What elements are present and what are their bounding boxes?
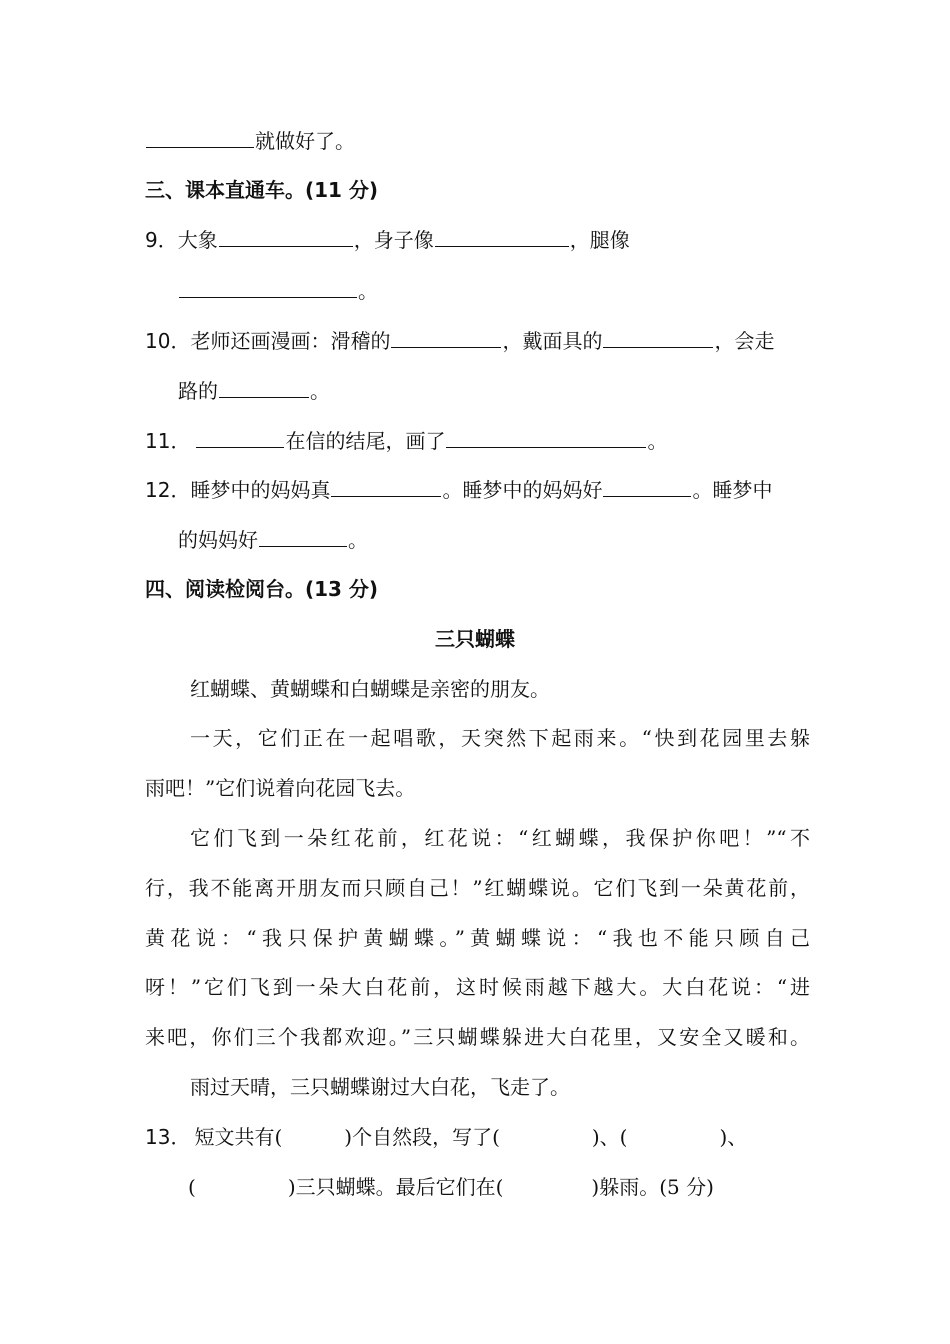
answer-blank[interactable]: [391, 325, 501, 348]
story-line: 行，我不能离开朋友而只顾自己！”红蝴蝶说。它们飞到一朵黄花前，: [145, 876, 810, 900]
text: )躲雨。(5 分): [591, 1175, 714, 1199]
text: 短文共有(: [194, 1125, 283, 1149]
question-number: 11．: [145, 429, 191, 453]
story-line: 黄花说：“我只保护黄蝴蝶。”黄蝴蝶说：“我也不能只顾自己: [145, 926, 810, 950]
text: 。: [647, 429, 668, 453]
text: 老师还画漫画：滑稽的: [190, 329, 391, 353]
answer-blank[interactable]: [219, 375, 309, 398]
answer-blank[interactable]: [446, 425, 646, 448]
answer-blank[interactable]: [146, 125, 254, 148]
answer-blank[interactable]: [331, 474, 441, 497]
text: )、: [719, 1125, 748, 1149]
answer-blank[interactable]: [219, 224, 353, 247]
story-line: 呀！”它们飞到一朵大白花前，这时候雨越下越大。大白花说：“进: [145, 975, 810, 999]
story-line: 来吧，你们三个我都欢迎。”三只蝴蝶躲进大白花里，又安全又暖和。: [145, 1025, 810, 1049]
text: 大象: [177, 228, 218, 252]
story-title: 三只蝴蝶: [435, 627, 515, 651]
answer-blank[interactable]: [259, 524, 347, 547]
answer-blank[interactable]: [435, 224, 569, 247]
text: 。: [348, 528, 368, 552]
question-11: [145, 425, 810, 455]
text: 。: [310, 379, 330, 403]
story-line: 它们飞到一朵红花前，红花说：“红蝴蝶，我保护你吧！”“不: [190, 826, 810, 850]
previous-question-tail: [145, 125, 810, 155]
section-3-heading: 三、课本直通车。(11 分): [145, 178, 379, 202]
text: ，戴面具的: [502, 329, 603, 353]
text: 就做好了。: [255, 129, 355, 153]
story-line: 一天，它们正在一起唱歌，天突然下起雨来。“快到花园里去躲: [190, 726, 810, 750]
question-13-cont: [188, 1172, 810, 1202]
text: )、(: [591, 1125, 628, 1149]
text: ，身子像: [353, 228, 434, 252]
question-12: [145, 474, 810, 504]
question-number: 10．: [145, 329, 191, 353]
question-12-cont: [178, 524, 810, 554]
story-line: 红蝴蝶、黄蝴蝶和白蝴蝶是亲密的朋友。: [190, 677, 550, 701]
question-number: 13．: [145, 1125, 191, 1149]
text: (: [188, 1175, 196, 1199]
section-4-heading: 四、阅读检阅台。(13 分): [145, 577, 379, 601]
text: 。: [358, 279, 378, 303]
text: )个自然段，写了(: [344, 1125, 500, 1149]
answer-blank[interactable]: [603, 325, 713, 348]
question-13: [145, 1122, 810, 1152]
question-number: 12．: [145, 478, 191, 502]
question-9-cont: [178, 275, 810, 305]
text: ，会走: [714, 329, 775, 353]
story-line: 雨吧！”它们说着向花园飞去。: [145, 776, 416, 800]
text: )三只蝴蝶。最后它们在(: [287, 1175, 504, 1199]
text: 的妈妈好: [178, 528, 258, 552]
answer-blank[interactable]: [603, 474, 691, 497]
answer-blank[interactable]: [179, 275, 357, 298]
question-10-cont: [178, 375, 810, 405]
text: ，腿像: [569, 228, 630, 252]
text: 路的: [178, 379, 218, 403]
story-line: 雨过天晴，三只蝴蝶谢过大白花，飞走了。: [190, 1075, 570, 1099]
text: 在信的结尾，画了: [285, 429, 446, 453]
answer-blank[interactable]: [196, 425, 284, 448]
text: 睡梦中的妈妈真: [190, 478, 331, 502]
question-number: 9．: [145, 228, 178, 252]
question-9: [145, 224, 810, 254]
question-10: [145, 325, 810, 355]
text: 。睡梦中的妈妈好: [442, 478, 603, 502]
text: 。睡梦中: [692, 478, 773, 502]
